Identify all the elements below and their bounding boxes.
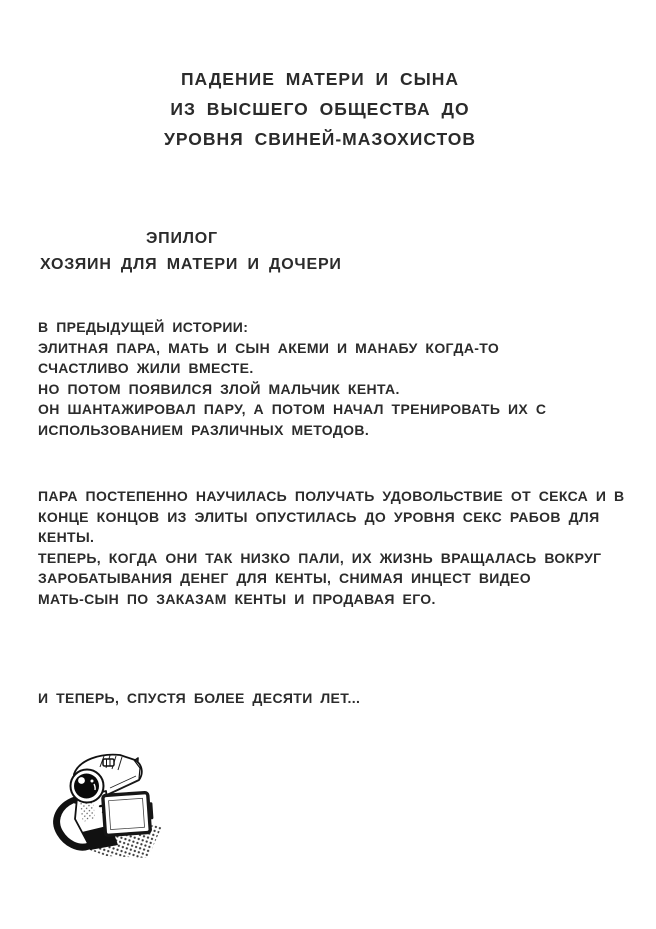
synopsis-paragraph-1 [38, 317, 638, 441]
synopsis-1-line: ИСПОЛЬЗОВАНИЕМ РАЗЛИЧНЫХ МЕТОДОВ. [38, 421, 370, 438]
synopsis-1-line: СЧАСТЛИВО ЖИЛИ ВМЕСТЕ. [38, 360, 254, 377]
synopsis-1-line: НО ПОТОМ ПОЯВИЛСЯ ЗЛОЙ МАЛЬЧИК КЕНТА. [38, 380, 400, 397]
epilogue-label: ЭПИЛОГ [146, 230, 218, 247]
synopsis-2-line: МАТЬ-СЫН ПО ЗАКАЗАМ КЕНТЫ И ПРОДАВАЯ ЕГО. [38, 590, 436, 607]
synopsis-1-line: ОН ШАНТАЖИРОВАЛ ПАРУ, А ПОТОМ НАЧАЛ ТРЕНИРОВАТЬ ИХ С [38, 401, 547, 418]
synopsis-1-line: В ПРЕДЫДУЩЕЙ ИСТОРИИ: [38, 319, 249, 335]
synopsis-1-line: ЭЛИТНАЯ ПАРА, МАТЬ И СЫН АКЕМИ И МАНАБУ КОГДА-ТО [38, 339, 500, 356]
title-line-2: ИЗ ВЫСШЕГО ОБЩЕСТВА ДО [170, 99, 470, 119]
synopsis-2-line: ПАРА ПОСТЕПЕННО НАУЧИЛАСЬ ПОЛУЧАТЬ УДОВОЛЬСТВИЕ ОТ СЕКСА И В [38, 488, 625, 504]
title-line-1: ПАДЕНИЕ МАТЕРИ И СЫНА [180, 69, 460, 89]
title-line-3: УРОВНЯ СВИНЕЙ-МАЗОХИСТОВ [163, 129, 477, 149]
camera-screen [103, 792, 155, 835]
synopsis-2-line: КЕНТЫ. [38, 529, 95, 546]
epilogue-subtitle: ХОЗЯИН ДЛЯ МАТЕРИ И ДОЧЕРИ [40, 256, 342, 273]
camcorder-illustration [48, 746, 193, 876]
page-title [0, 64, 640, 154]
synopsis-2-line: КОНЦЕ КОНЦОВ ИЗ ЭЛИТЫ ОПУСТИЛАСЬ ДО УРОВНЯ СЕКС РАБОВ ДЛЯ [38, 508, 600, 525]
synopsis-2-line: ТЕПЕРЬ, КОГДА ОНИ ТАК НИЗКО ПАЛИ, ИХ ЖИЗНЬ ВРАЩАЛАСЬ ВОКРУГ [38, 549, 602, 566]
closing-line: И ТЕПЕРЬ, СПУСТЯ БОЛЕЕ ДЕСЯТИ ЛЕТ... [38, 690, 361, 706]
synopsis-2-line: ЗАРОБАТЫВАНИЯ ДЕНЕГ ДЛЯ КЕНТЫ, СНИМАЯ ИНЦЕСТ ВИДЕО [38, 570, 531, 587]
epilogue-heading [40, 226, 342, 278]
synopsis-paragraph-2 [38, 486, 638, 610]
camera-lens [71, 770, 104, 803]
